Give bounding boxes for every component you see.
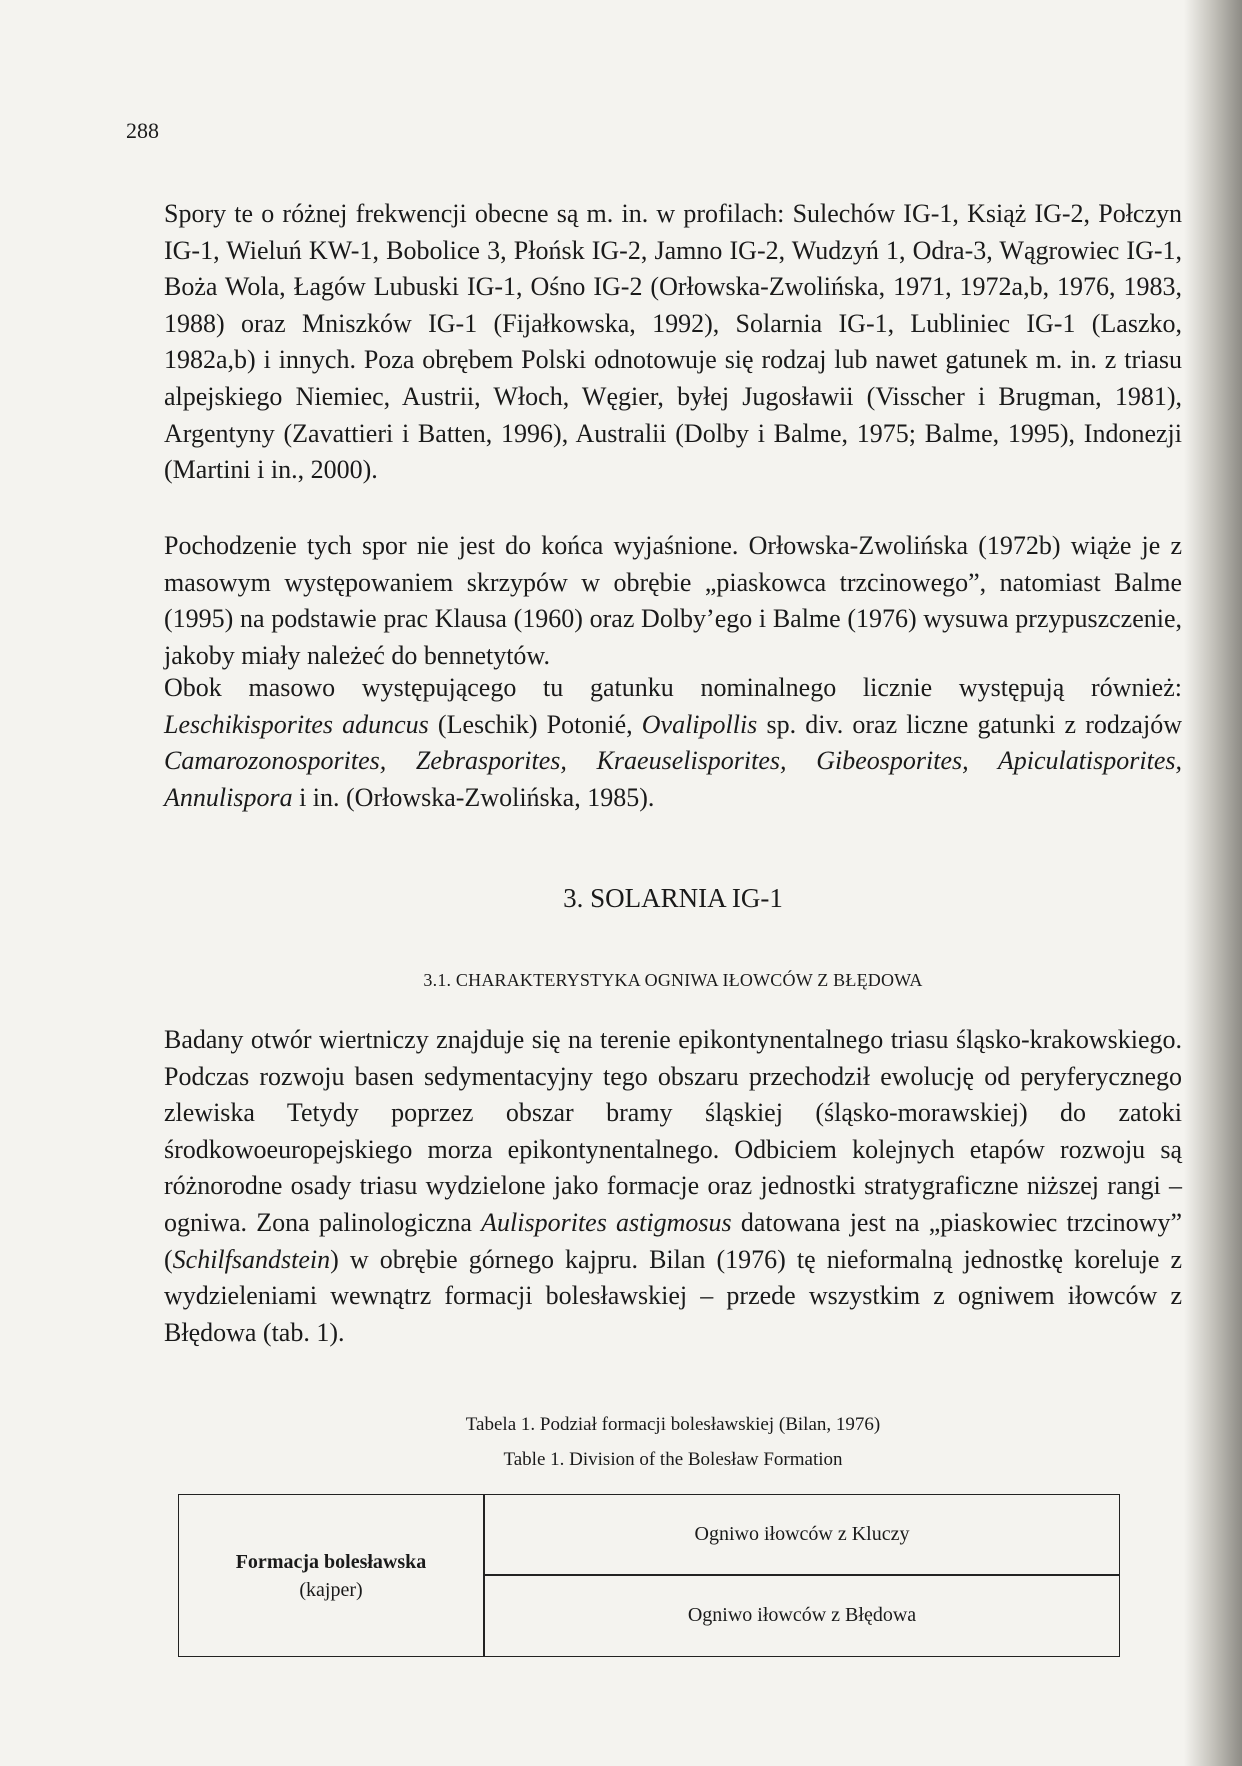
taxon-name: Aulisporites astigmosus — [481, 1207, 732, 1237]
text-span: datowana jest na „piaskowiec trzcinowy” ( — [164, 1207, 1182, 1274]
text-span: i in. (Orłowska-Zwolińska, 1985). — [292, 782, 655, 812]
paragraph-origin-text: Pochodzenie tych spor nie jest do końca wyjaśnione. Orłowska-Zwolińska (1972b) wiąże je z masowym występowaniem skrzypów w obrębie „piaskowca trzcinowego”, natomiast Balme (1995) na podstawie prac Klausa (1960) oraz Dolby’ego i Balme (1976) wysuwa przypuszczenie, jakoby miały należeć do bennetytów. — [164, 531, 1182, 670]
table-row: Ogniwo iłowców z Kluczy — [694, 1523, 910, 1545]
section-title: 3. SOLARNIA IG-1 — [563, 883, 783, 913]
formation-title: Formacja bolesławska — [235, 1550, 427, 1573]
formation-name: Schilfsandstein — [172, 1244, 331, 1274]
subsection-title: 3.1. CHARAKTERYSTYKA OGNIWA IŁOWCÓW Z BŁĘDOWA — [423, 970, 923, 990]
paragraph-associated-species — [164, 670, 1182, 816]
table-caption-english: Table 1. Division of the Bolesław Formation — [503, 1449, 843, 1470]
taxon-name: Ovalipollis — [641, 709, 758, 739]
paragraph-borehole-description — [164, 1022, 1182, 1351]
formation-subtitle: (kajper) — [299, 1578, 363, 1601]
table-formation-cell — [179, 1495, 483, 1656]
text-span: ) w obrębie górnego kajpru. Bilan (1976) tę nieformalną jednostkę koreluje z wydzieleniami wewnątrz formacji bolesławskiej – przede wszystkim z ogniwem iłowców z Błędowa (tab. 1). — [164, 1244, 1182, 1347]
table-row: Ogniwo iłowców z Błędowa — [687, 1604, 917, 1626]
page-number: 288 — [126, 118, 159, 143]
table-caption-polish: Tabela 1. Podział formacji bolesławskiej (Bilan, 1976) — [465, 1414, 881, 1435]
page-edge-shadow — [1184, 0, 1242, 1766]
paragraph-origin — [164, 528, 1182, 674]
text-span: Obok masowo występującego tu gatunku nominalnego licznie występują również: — [164, 673, 1182, 702]
taxon-name: Leschikisporites aduncus — [164, 709, 429, 739]
text-span: Badany otwór wiertniczy znajduje się na terenie epikontynentalnego triasu śląsko-krakowskiego. Podczas rozwoju basen sedymentacyjny tego obszaru przechodził ewolucję od peryferycznego zlewiska Tetydy poprzez obszar bramy śląskiej (śląsko-morawskiej) do zatoki środkowoeuropejskiego morza epikontynentalnego. Odbiciem kolejnych etapów rozwoju są różnorodne osady triasu wydzielone jako formacje oraz jednostki stratygraficzne niższej rangi – ogniwa. Zona palinologiczna — [164, 1025, 1182, 1237]
taxon-names: Camarozonosporites, Zebrasporites, Kraeuselisporites, Gibeosporites, Apiculatisporites, Annulispora — [164, 746, 1182, 812]
text-span: (Leschik) Potonié, — [428, 709, 642, 739]
paragraph-occurrences: Spory te o różnej frekwencji obecne są m. in. w profilach: Sulechów IG-1, Książ IG-2, Połczyn IG-1, Wieluń KW-1, Bobolice 3, Płońsk IG-2, Jamno IG-2, Wudzyń 1, Odra-3, Wągrowiec IG-1, Boża Wola, Łagów Lubuski IG-1, Ośno IG-2 (Orłowska-Zwolińska, 1971, 1972a,b, 1976, 1983, 1988) oraz Mniszków IG-1 (Fijałkowska, 1992), Solarnia IG-1, Lubliniec IG-1 (Laszko, 1982a,b) i innych. Poza obrębem Polski odnotowuje się rodzaj lub nawet gatunek m. in. z triasu alpejskiego Niemiec, Austrii, Włoch, Węgier, byłej Jugosławii (Visscher i Brugman, 1981), Argentyny (Zavattieri i Batten, 1996), Australii (Dolby i Balme, 1975; Balme, 1995), Indonezji (Martini i in., 2000). — [164, 199, 1182, 485]
text-span: sp. div. oraz liczne gatunki z rodzajów — [757, 709, 1182, 739]
formation-table — [178, 1494, 1120, 1657]
